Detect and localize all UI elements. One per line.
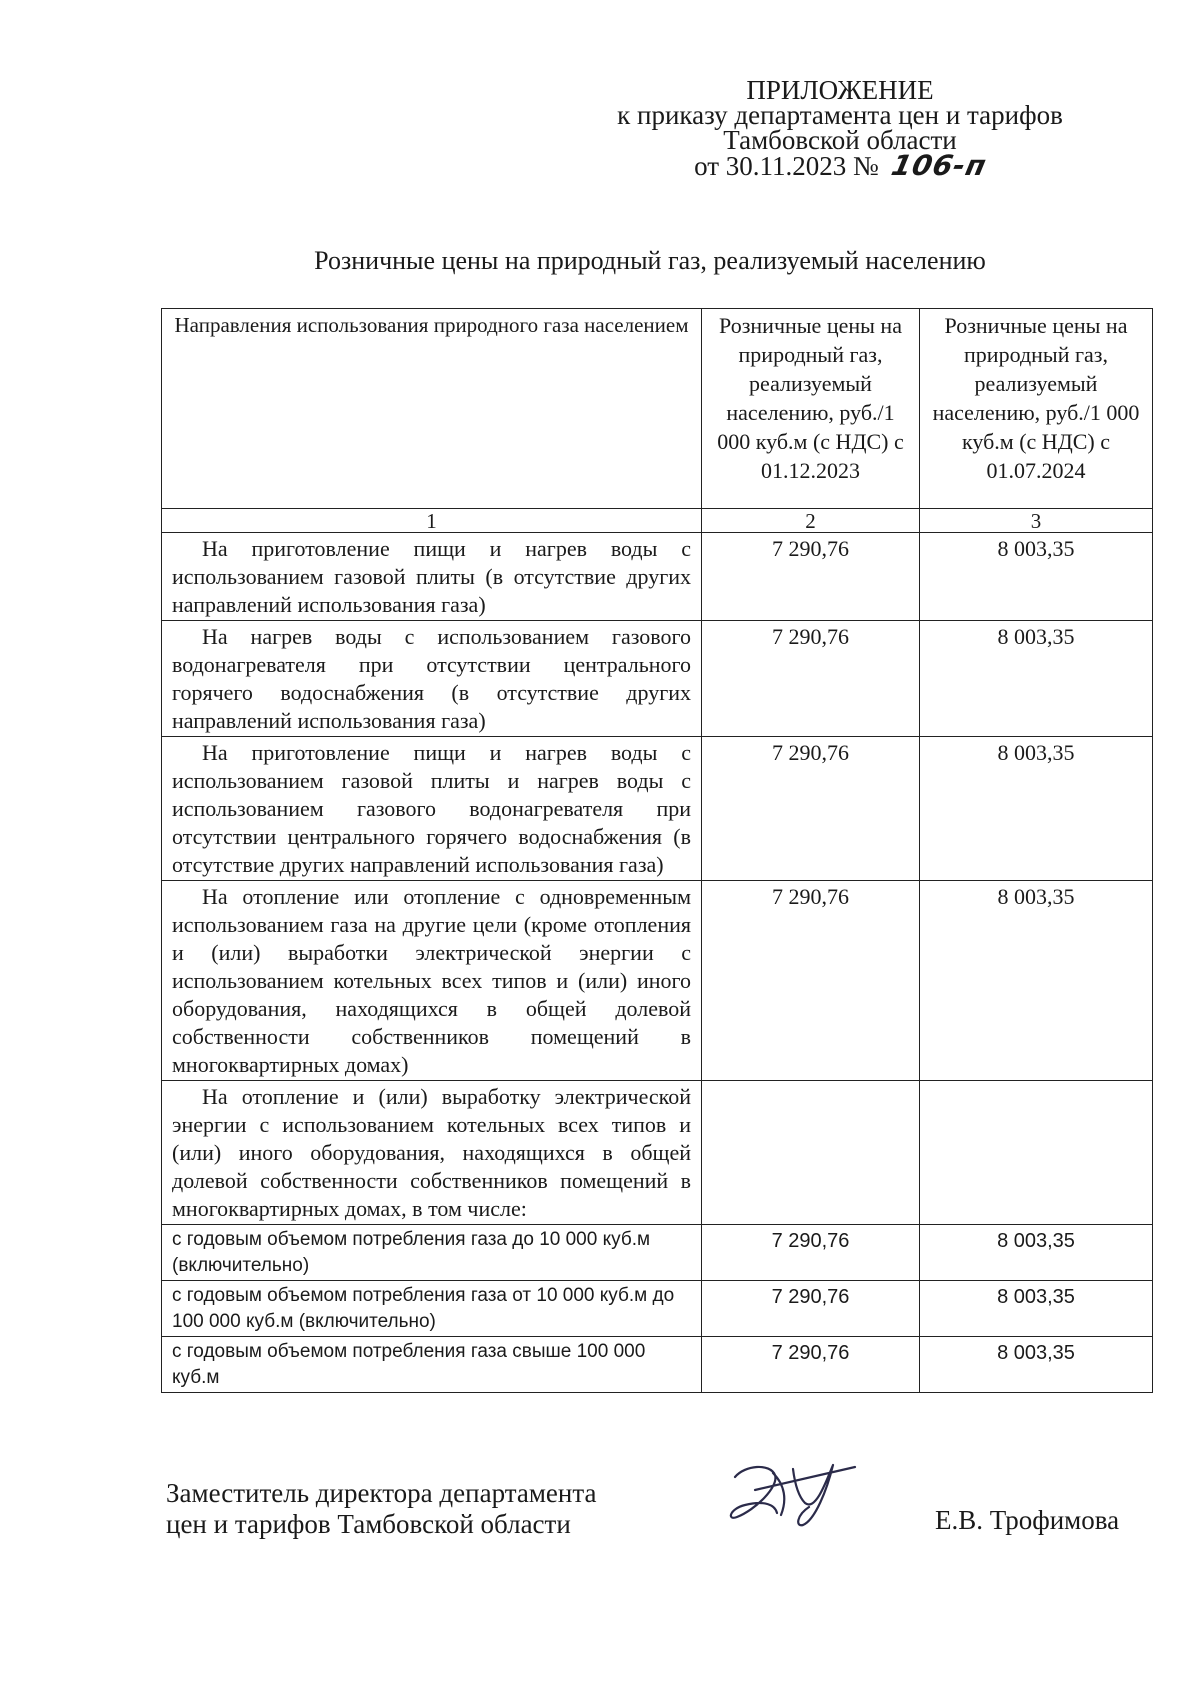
direction-cell: На приготовление пищи и нагрев воды с использованием газовой плиты (в отсутствие других направлений использования газа) <box>162 533 702 621</box>
price-2023-cell: 7 290,76 <box>702 621 920 737</box>
price-2024-cell: 8 003,35 <box>920 533 1153 621</box>
direction-cell: с годовым объемом потребления газа свыше 100 000 куб.м <box>162 1337 702 1393</box>
table-row <box>162 621 1153 737</box>
appendix-line-1: к приказу департамента цен и тарифов <box>617 100 1063 130</box>
appendix-line-2: Тамбовской области <box>723 125 957 155</box>
price-2024-cell: 8 003,35 <box>920 1225 1153 1281</box>
table-row <box>162 1081 1153 1225</box>
price-2024-cell: 8 003,35 <box>920 1281 1153 1337</box>
table-row <box>162 737 1153 881</box>
price-2023-cell: 7 290,76 <box>702 1281 920 1337</box>
direction-cell: На приготовление пищи и нагрев воды с использованием газовой плиты и нагрев воды с использованием газового водонагревателя при отсутствии центрального горячего водоснабжения (в отсутствие других направлений использования газа) <box>162 737 702 881</box>
appendix-title: ПРИЛОЖЕНИЕ <box>746 75 934 105</box>
price-2024-cell: 8 003,35 <box>920 621 1153 737</box>
signature-icon <box>715 1455 865 1530</box>
table-header-row <box>162 309 1153 509</box>
column-number-row <box>162 509 1153 533</box>
header-price-2024: Розничные цены на природный газ, реализуемый населению, руб./1 000 куб.м (с НДС) с 01.07.2024 <box>920 309 1153 509</box>
header-price-2023: Розничные цены на природный газ, реализуемый населению, руб./1 000 куб.м (с НДС) с 01.12.2023 <box>702 309 920 509</box>
header-directions: Направления использования природного газа населением <box>162 309 702 509</box>
price-2023-cell: 7 290,76 <box>702 881 920 1081</box>
document-title: Розничные цены на природный газ, реализуемый населению <box>314 246 986 275</box>
table-row <box>162 881 1153 1081</box>
signatory-position-line-2: цен и тарифов Тамбовской области <box>166 1509 571 1539</box>
column-number: 2 <box>702 509 920 533</box>
direction-cell: На нагрев воды с использованием газового водонагревателя при отсутствии центрального горячего водоснабжения (в отсутствие других направлений использования газа) <box>162 621 702 737</box>
column-number: 3 <box>920 509 1153 533</box>
order-prefix: от 30.11.2023 № <box>694 151 879 181</box>
price-2023-cell: 7 290,76 <box>702 1225 920 1281</box>
signatory-name: Е.В. Трофимова <box>935 1505 1120 1535</box>
price-2023-cell: 7 290,76 <box>702 533 920 621</box>
column-number: 1 <box>162 509 702 533</box>
table-row <box>162 533 1153 621</box>
price-2023-cell: 7 290,76 <box>702 1337 920 1393</box>
price-2024-cell <box>920 1081 1153 1225</box>
appendix-header <box>560 75 1120 182</box>
direction-cell: с годовым объемом потребления газа от 10 000 куб.м до 100 000 куб.м (включительно) <box>162 1281 702 1337</box>
price-2024-cell: 8 003,35 <box>920 1337 1153 1393</box>
direction-cell: На отопление и (или) выработку электрической энергии с использованием котельных всех типов и (или) иного оборудования, находящихся в общей долевой собственности собственников помещений в многоквартирных домах, в том числе: <box>162 1081 702 1225</box>
order-number: 106-п <box>888 149 990 182</box>
table-row <box>162 1337 1153 1393</box>
table-row <box>162 1281 1153 1337</box>
prices-table <box>161 308 1153 1393</box>
price-2024-cell: 8 003,35 <box>920 737 1153 881</box>
direction-cell: с годовым объемом потребления газа до 10 000 куб.м (включительно) <box>162 1225 702 1281</box>
order-date-line <box>560 149 1120 182</box>
direction-cell: На отопление или отопление с одновременным использованием газа на другие цели (кроме отопления и (или) выработки электрической энергии с использованием котельных всех типов и (или) иного оборудования, находящихся в общей долевой собственности собственников помещений в многоквартирных домах) <box>162 881 702 1081</box>
signatory-position <box>166 1478 686 1540</box>
price-2024-cell: 8 003,35 <box>920 881 1153 1081</box>
table-row <box>162 1225 1153 1281</box>
price-2023-cell: 7 290,76 <box>702 737 920 881</box>
price-2023-cell <box>702 1081 920 1225</box>
signatory-position-line-1: Заместитель директора департамента <box>166 1478 597 1508</box>
